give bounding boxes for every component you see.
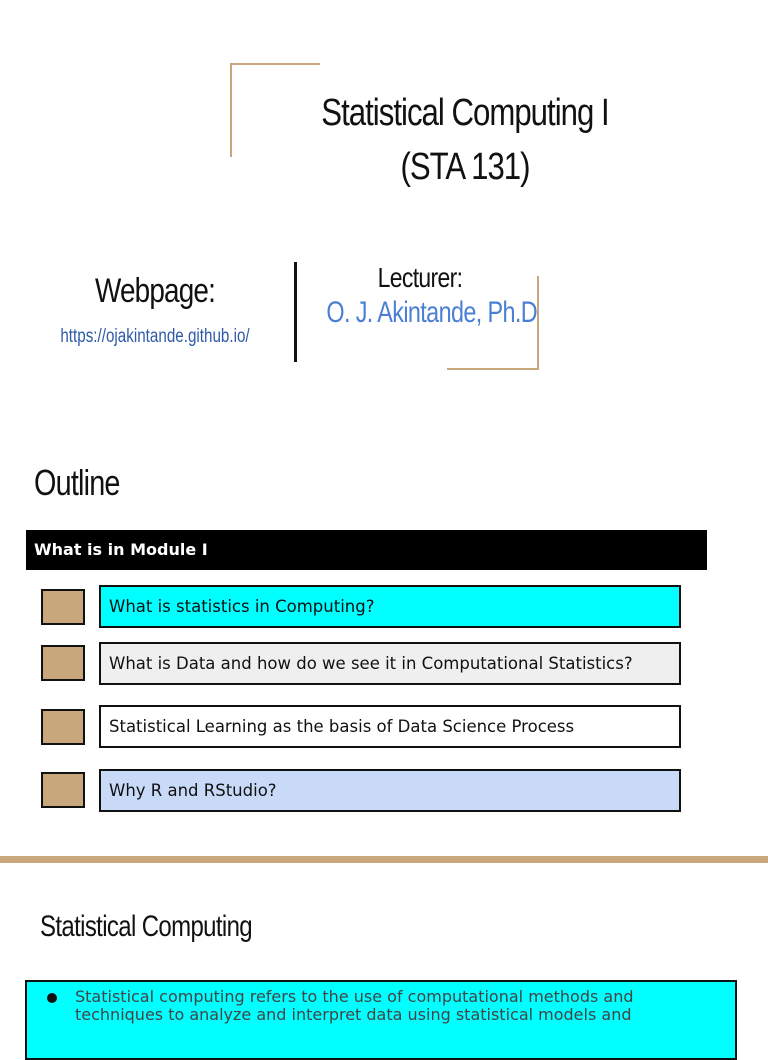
- outline-item-marker: [41, 589, 85, 625]
- slide-title-line-2: (STA 131): [400, 146, 530, 188]
- outline-item-marker: [41, 772, 85, 808]
- module-header: What is in Module I: [26, 530, 707, 570]
- outline-item-data-in-computational-statistics: What is Data and how do we see it in Computational Statistics?: [99, 642, 681, 685]
- vertical-divider: [294, 262, 297, 362]
- outline-item-marker: [41, 709, 85, 745]
- outline-title: Outline: [34, 462, 120, 503]
- slide-title-line-1: Statistical Computing I: [321, 92, 609, 134]
- webpage-link[interactable]: https://ojakintande.github.io/: [60, 326, 250, 347]
- lecturer-name: O. J. Akintande, Ph.D: [326, 296, 538, 329]
- definition-box: [25, 980, 737, 1060]
- slide-separator: [0, 856, 768, 863]
- lecturer-label: Lecturer:: [377, 262, 463, 293]
- definition-text: Statistical computing refers to the use of computational methods and techniques to analyze and interpret data using statistical models and: [75, 987, 634, 1024]
- webpage-label: Webpage:: [94, 272, 216, 310]
- decorative-corner-top-left: [230, 63, 320, 157]
- section-title: Statistical Computing: [40, 910, 252, 943]
- outline-item-marker: [41, 645, 85, 681]
- outline-item-statistical-learning: Statistical Learning as the basis of Data Science Process: [99, 705, 681, 748]
- outline-item-why-r-and-rstudio: Why R and RStudio?: [99, 769, 681, 812]
- outline-item-statistics-in-computing: What is statistics in Computing?: [99, 585, 681, 628]
- definition-bullet: [47, 988, 723, 1024]
- bullet-dot-icon: [47, 993, 57, 1003]
- decorative-corner-bottom-right: [447, 276, 539, 370]
